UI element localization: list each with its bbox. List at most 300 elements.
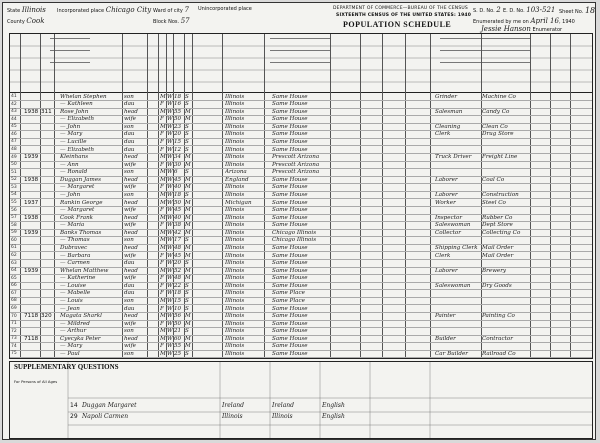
- cell-rel: dau: [124, 260, 135, 267]
- cell-occ: Painter: [435, 313, 456, 320]
- cell-race: W: [167, 237, 173, 244]
- cell-res: Same House: [272, 275, 308, 282]
- cell-age: 45: [174, 252, 182, 259]
- cell-rel: son: [124, 328, 134, 335]
- sheet-value: 18: [584, 6, 596, 15]
- cell-occ: Cleaning: [435, 123, 461, 130]
- cell-occ: Laborer: [435, 176, 458, 183]
- cell-race: W: [167, 93, 173, 100]
- cell-sex: M: [160, 237, 166, 244]
- cell-name: Cyecyka Peter: [60, 335, 101, 342]
- cell-line: 41: [11, 94, 17, 99]
- unincorporated-field: [198, 6, 252, 12]
- cell-mar: S: [185, 138, 189, 145]
- cell-res: Same House: [272, 101, 308, 108]
- cell-name: Kleinhans: [60, 154, 89, 161]
- cell-line: 56: [11, 207, 17, 213]
- state-value: Illinois: [21, 6, 46, 14]
- cell-occ: Laborer: [435, 267, 458, 274]
- cell-line: 44: [11, 116, 17, 122]
- cell-res: Same House: [272, 222, 308, 229]
- table-row: [10, 350, 592, 358]
- cell-res: Same House: [272, 131, 308, 138]
- cell-race: W: [167, 207, 173, 214]
- cell-sex: F: [160, 260, 164, 267]
- cell-res: Same House: [272, 207, 308, 214]
- cell-race: W: [167, 229, 173, 236]
- cell-line: 58: [11, 222, 17, 228]
- table-row: [10, 123, 592, 131]
- cell-rel: head: [124, 199, 138, 206]
- cell-name: — Mary: [60, 131, 83, 138]
- cell-name: — Louis: [60, 297, 83, 304]
- cell-mar: M: [185, 116, 191, 123]
- cell-rel: son: [124, 350, 134, 357]
- table-row: [10, 184, 592, 192]
- cell-mar: S: [185, 93, 189, 100]
- place-value: Chicago City: [105, 6, 152, 14]
- cell-birth: Illinois: [225, 267, 245, 274]
- cell-sex: M: [160, 335, 166, 342]
- cell-race: W: [167, 260, 173, 267]
- cell-sex: F: [160, 290, 164, 297]
- cell-line: 55: [11, 200, 17, 205]
- enumerated-field: Enumerated by me on April 16, 1940: [473, 17, 575, 25]
- cell-sex: F: [160, 116, 164, 123]
- table-row: [10, 207, 592, 215]
- cell-name: — Mabelle: [60, 290, 91, 297]
- cell-mar: M: [185, 184, 191, 191]
- cell-res: Chicago Illinois: [272, 229, 317, 236]
- cell-rel: wife: [124, 222, 136, 229]
- table-row: [10, 222, 592, 230]
- enumerated-date: April 16: [530, 17, 559, 25]
- cell-sex: F: [160, 320, 164, 327]
- cell-res: Same House: [272, 176, 308, 183]
- schedule-title: POPULATION SCHEDULE: [343, 20, 452, 29]
- cell-res: Same House: [272, 267, 308, 274]
- table-row: [10, 290, 592, 298]
- cell-line: 47: [11, 139, 17, 145]
- cell-res: Same House: [272, 108, 308, 115]
- cell-age: 50: [174, 199, 182, 206]
- supplementary-cell-line: 29: [70, 413, 78, 420]
- table-row: [10, 252, 592, 260]
- cell-sex: M: [160, 350, 166, 357]
- cell-mar: M: [185, 214, 191, 221]
- cell-ind: Mail Order: [482, 252, 514, 259]
- cell-sex: M: [160, 93, 166, 100]
- cell-name: — Paul: [60, 350, 80, 357]
- block-label: Block Nos.: [153, 19, 180, 25]
- cell-res: Same House: [272, 199, 308, 206]
- cell-sex: F: [160, 252, 164, 259]
- cell-ind: Dept Store: [482, 222, 513, 229]
- enumerator-field: [481, 25, 562, 33]
- cell-mar: M: [185, 199, 191, 206]
- cell-sex: F: [160, 275, 164, 282]
- cell-occ: Saleswoman: [435, 222, 471, 229]
- table-row: [10, 313, 592, 321]
- cell-sex: M: [160, 244, 166, 251]
- supplementary-cell-lang: English: [322, 413, 345, 420]
- census-page: [2, 2, 596, 440]
- cell-age: 38: [174, 222, 182, 229]
- cell-res: Same Place: [272, 290, 305, 297]
- cell-name: — Kathleen: [60, 101, 93, 108]
- cell-line: 69: [11, 306, 17, 311]
- table-row: [10, 229, 592, 237]
- supplementary-title: SUPPLEMENTARY QUESTIONS: [14, 363, 119, 371]
- cell-rel: head: [124, 313, 138, 320]
- cell-race: W: [167, 146, 173, 153]
- cell-res: Same House: [272, 320, 308, 327]
- cell-birth: Illinois: [225, 207, 245, 214]
- cell-res: Same House: [272, 93, 308, 100]
- supplementary-cell-father: Ireland: [222, 402, 244, 409]
- cell-rel: son: [124, 297, 134, 304]
- cell-race: W: [167, 214, 173, 221]
- cell-sex: M: [160, 154, 166, 161]
- cell-age: 18: [174, 93, 182, 100]
- cell-mar: M: [185, 320, 191, 327]
- cell-line: 57: [11, 215, 17, 221]
- cell-res: Same House: [272, 350, 308, 357]
- cell-name: — Mary: [60, 343, 83, 350]
- cell-name: — Carmen: [60, 260, 90, 267]
- cell-line: 62: [11, 253, 17, 258]
- cell-line: 43: [11, 109, 17, 115]
- cell-birth: Arizona: [225, 169, 247, 176]
- block-field: [153, 17, 190, 25]
- cell-age: 34: [174, 154, 182, 161]
- cell-mar: S: [185, 260, 189, 267]
- cell-mar: S: [185, 131, 189, 138]
- cell-race: W: [167, 275, 173, 282]
- cell-age: 55: [174, 343, 182, 350]
- cell-birth: Illinois: [225, 328, 245, 335]
- cell-sex: M: [160, 297, 166, 304]
- table-row: [10, 116, 592, 124]
- cell-race: W: [167, 161, 173, 168]
- cell-race: W: [167, 290, 173, 297]
- table-row: [10, 161, 592, 169]
- cell-sex: M: [160, 191, 166, 198]
- cell-birth: Illinois: [225, 161, 245, 168]
- table-row: [10, 214, 592, 222]
- cell-res: Same House: [272, 252, 308, 259]
- cell-rel: dau: [124, 138, 135, 145]
- cell-race: W: [167, 305, 173, 312]
- cell-rel: dau: [124, 282, 135, 289]
- cell-age: 55: [174, 108, 182, 115]
- cell-sex: F: [160, 305, 164, 312]
- cell-res: Same House: [272, 214, 308, 221]
- cell-race: W: [167, 282, 173, 289]
- supplementary-subtitle: For Persons of All Ages: [14, 379, 58, 384]
- supplementary-cell-mother: Illinois: [272, 413, 293, 420]
- cell-line: 45: [11, 124, 17, 130]
- county-label: County: [7, 19, 25, 25]
- cell-mar: S: [185, 282, 189, 289]
- table-row: [10, 101, 592, 109]
- cell-birth: Michigan: [225, 199, 252, 206]
- cell-res: Same House: [272, 305, 308, 312]
- row-rule: [10, 357, 592, 358]
- cell-race: W: [167, 343, 173, 350]
- cell-name: Dubravec: [60, 244, 88, 251]
- cell-age: 50: [174, 116, 182, 123]
- cell-mar: S: [185, 101, 189, 108]
- cell-rel: head: [124, 176, 138, 183]
- cell-house: 1939: [24, 267, 39, 274]
- cell-occ: Shipping Clerk: [435, 244, 478, 251]
- cell-res: Same House: [272, 244, 308, 251]
- cell-line: 42: [11, 101, 17, 107]
- cell-occ: Grinder: [435, 93, 458, 100]
- cell-rel: son: [124, 191, 134, 198]
- cell-race: W: [167, 101, 173, 108]
- cell-line: 51: [11, 169, 17, 175]
- cell-name: — John: [60, 123, 81, 130]
- cell-sex: F: [160, 101, 164, 108]
- cell-name: — Thomas: [60, 237, 90, 244]
- cell-res: Same House: [272, 123, 308, 130]
- table-row: [10, 320, 592, 328]
- cell-rel: son: [124, 237, 134, 244]
- cell-age: 18: [174, 191, 182, 198]
- cell-line: 72: [11, 328, 17, 334]
- cell-rel: wife: [124, 320, 136, 327]
- cell-mar: M: [185, 335, 191, 342]
- cell-occ: Inspector: [435, 214, 462, 221]
- cell-hh: 320: [41, 313, 52, 320]
- sd-field: [473, 6, 501, 14]
- cell-race: W: [167, 108, 173, 115]
- cell-rel: dau: [124, 131, 135, 138]
- cell-house: 7118: [24, 335, 39, 342]
- cell-rel: head: [124, 335, 138, 342]
- cell-rel: wife: [124, 116, 136, 123]
- column-headers: [10, 34, 592, 93]
- cell-line: 61: [11, 245, 17, 251]
- population-table: [9, 33, 593, 359]
- cell-mar: M: [185, 176, 191, 183]
- cell-sex: M: [160, 328, 166, 335]
- cell-rel: wife: [124, 343, 136, 350]
- table-row: [10, 191, 592, 199]
- cell-birth: Illinois: [225, 290, 245, 297]
- cell-rel: head: [124, 154, 138, 161]
- cell-sex: F: [160, 131, 164, 138]
- supplementary-cell-line: 14: [70, 402, 78, 409]
- cell-mar: S: [185, 169, 189, 176]
- cell-birth: Illinois: [225, 93, 245, 100]
- supplementary-cell-name: Napoli Carmen: [82, 413, 129, 420]
- cell-mar: S: [185, 146, 189, 153]
- cell-sex: F: [160, 184, 164, 191]
- cell-name: — Lucille: [60, 138, 87, 145]
- cell-age: 20: [174, 260, 182, 267]
- cell-age: 16: [174, 101, 182, 108]
- table-row: [10, 267, 592, 275]
- cell-name: Magata Sharkl: [60, 313, 102, 320]
- cell-name: — Barbara: [60, 252, 91, 259]
- cell-birth: Illinois: [225, 252, 245, 259]
- cell-rel: wife: [124, 252, 136, 259]
- cell-name: — Ann: [60, 161, 79, 168]
- cell-rel: head: [124, 244, 138, 251]
- cell-res: Same House: [272, 343, 308, 350]
- cell-birth: Illinois: [225, 123, 245, 130]
- cell-race: W: [167, 184, 173, 191]
- table-row: [10, 335, 592, 343]
- cell-birth: Illinois: [225, 297, 245, 304]
- cell-name: — Jean: [60, 305, 80, 312]
- table-row: [10, 244, 592, 252]
- cell-mar: S: [185, 123, 189, 130]
- cell-res: Chicago Illinois: [272, 237, 317, 244]
- cell-line: 75: [11, 351, 17, 357]
- table-row: [10, 199, 592, 207]
- cell-res: Same House: [272, 146, 308, 153]
- table-row: [10, 176, 592, 184]
- cell-occ: Clerk: [435, 131, 451, 138]
- table-row: [10, 169, 592, 177]
- cell-mar: M: [185, 229, 191, 236]
- ed-field: [503, 6, 555, 14]
- cell-birth: Illinois: [225, 343, 245, 350]
- state-field: [7, 6, 46, 14]
- cell-sex: M: [160, 123, 166, 130]
- cell-mar: M: [185, 252, 191, 259]
- cell-sex: M: [160, 176, 166, 183]
- table-row: [10, 93, 592, 101]
- supplementary-cell-lang: English: [322, 402, 345, 409]
- table-row: [10, 146, 592, 154]
- cell-occ: Builder: [435, 335, 456, 342]
- cell-mar: S: [185, 237, 189, 244]
- cell-house: 7118: [24, 313, 39, 320]
- cell-birth: Illinois: [225, 350, 245, 357]
- cell-age: 45: [174, 207, 182, 214]
- cell-rel: wife: [124, 184, 136, 191]
- cell-sex: M: [160, 214, 166, 221]
- cell-mar: M: [185, 161, 191, 168]
- cell-mar: M: [185, 207, 191, 214]
- department-line: DEPARTMENT OF COMMERCE—BUREAU OF THE CENSUS: [333, 6, 468, 11]
- cell-birth: Illinois: [225, 214, 245, 221]
- cell-age: 40: [174, 214, 182, 221]
- cell-sex: F: [160, 343, 164, 350]
- cell-mar: M: [185, 222, 191, 229]
- state-label: State: [7, 8, 21, 14]
- cell-age: 15: [174, 138, 182, 145]
- cell-hh: 311: [41, 108, 52, 115]
- cell-sex: M: [160, 313, 166, 320]
- cell-ind: Rubber Co: [482, 214, 513, 221]
- cell-line: 70: [11, 313, 17, 319]
- cell-birth: England: [225, 176, 249, 183]
- cell-race: W: [167, 297, 173, 304]
- county-value: Cook: [26, 17, 45, 25]
- cell-house: 1939: [24, 154, 39, 161]
- cell-res: Same House: [272, 328, 308, 335]
- cell-mar: M: [185, 154, 191, 161]
- cell-age: 42: [174, 229, 182, 236]
- cell-race: W: [167, 328, 173, 335]
- cell-age: 56: [174, 313, 182, 320]
- cell-mar: S: [185, 290, 189, 297]
- sheet-label: Sheet No.: [559, 9, 584, 15]
- cell-occ: Car Builder: [435, 350, 468, 357]
- cell-res: Same House: [272, 260, 308, 267]
- cell-sex: F: [160, 161, 164, 168]
- cell-birth: Illinois: [225, 138, 245, 145]
- cell-ind: Steel Co: [482, 199, 506, 206]
- cell-rel: son: [124, 123, 134, 130]
- table-row: [10, 305, 592, 313]
- cell-mar: S: [185, 328, 189, 335]
- supplementary-cell-father: Illinois: [222, 413, 243, 420]
- county-field: [7, 17, 44, 25]
- cell-res: Same House: [272, 138, 308, 145]
- cell-occ: Laborer: [435, 191, 458, 198]
- cell-race: W: [167, 191, 173, 198]
- cell-age: 17: [174, 237, 182, 244]
- cell-mar: M: [185, 244, 191, 251]
- cell-name: — Louise: [60, 282, 87, 289]
- cell-ind: Brewery: [482, 267, 507, 274]
- cell-res: Prescott Arizona: [272, 154, 320, 161]
- cell-mar: S: [185, 305, 189, 312]
- cell-mar: S: [185, 191, 189, 198]
- cell-age: 18: [174, 290, 182, 297]
- cell-name: Whelan Stephen: [60, 93, 107, 100]
- cell-ind: Freight Line: [482, 154, 518, 161]
- table-row: [10, 237, 592, 245]
- table-row: [10, 131, 592, 139]
- cell-rel: head: [124, 229, 138, 236]
- cell-birth: Illinois: [225, 222, 245, 229]
- cell-birth: Illinois: [225, 260, 245, 267]
- cell-age: 30: [174, 161, 182, 168]
- table-row: [10, 328, 592, 336]
- cell-birth: Illinois: [225, 131, 245, 138]
- cell-race: W: [167, 313, 173, 320]
- cell-res: Same House: [272, 313, 308, 320]
- cell-house: 1938: [24, 214, 39, 221]
- cell-race: W: [167, 252, 173, 259]
- place-label: Incorporated place: [57, 8, 105, 14]
- cell-rel: wife: [124, 207, 136, 214]
- cell-rel: wife: [124, 275, 136, 282]
- cell-age: 48: [174, 244, 182, 251]
- cell-age: 50: [174, 320, 182, 327]
- ward-value: 7: [184, 6, 189, 14]
- enumerator-name: Jessie Hanson: [481, 25, 531, 33]
- cell-line: 53: [11, 184, 17, 190]
- cell-birth: Illinois: [225, 237, 245, 244]
- cell-age: 6: [174, 169, 178, 176]
- cell-ind: Candy Co: [482, 108, 510, 115]
- cell-race: W: [167, 154, 173, 161]
- ed-value: 103-521: [526, 6, 556, 14]
- cell-line: 71: [11, 321, 17, 327]
- cell-house: 1938: [24, 176, 39, 183]
- cell-birth: Illinois: [225, 313, 245, 320]
- ward-field: [153, 6, 189, 14]
